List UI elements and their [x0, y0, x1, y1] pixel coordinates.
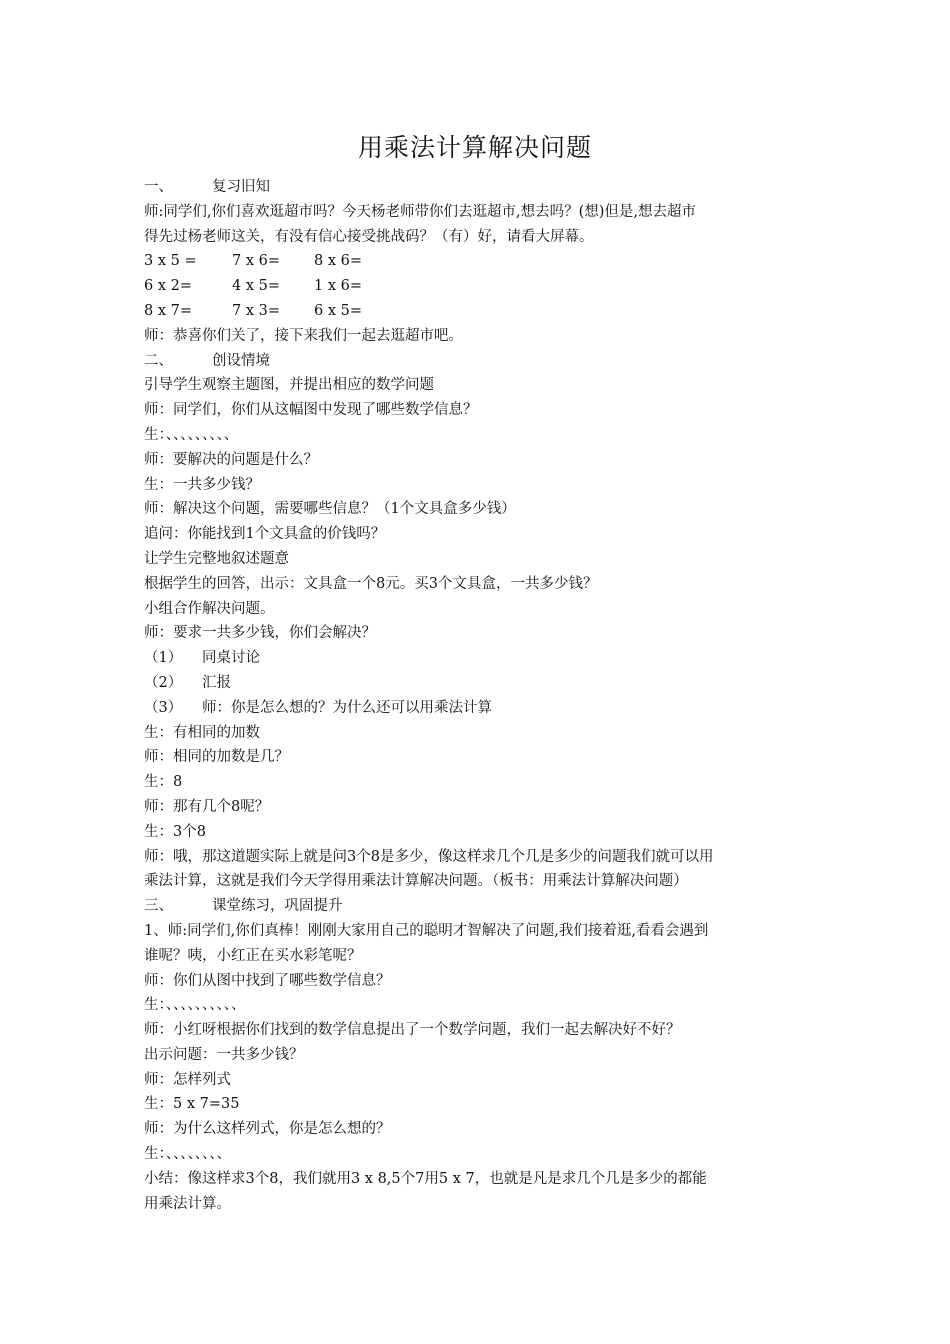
math-expression: 8 x 6= — [314, 253, 362, 270]
math-row — [144, 274, 810, 299]
sub-item-text: 汇报 — [202, 674, 231, 691]
math-row — [144, 249, 810, 274]
paragraph: 师：为什么这样列式，你是怎么想的？ — [144, 1121, 391, 1138]
paragraph: 生：8 — [144, 774, 183, 791]
paragraph: 根据学生的回答，出示：文具盒一个8元。买3个文具盒，一共多少钱？ — [144, 575, 598, 592]
math-row — [144, 299, 810, 324]
paragraph: 生：、、、、、、、、 — [144, 1146, 231, 1163]
paragraph: 得先过杨老师这关，有没有信心接受挑战码？（有）好，请看大屏幕。 — [144, 228, 594, 245]
section-heading — [144, 349, 810, 374]
document-title: 用乘法计算解决问题 — [357, 133, 592, 162]
document-body — [144, 175, 810, 1216]
section-number: 二、 — [144, 352, 173, 369]
paragraph: 引导学生观察主题图，并提出相应的数学问题 — [144, 377, 434, 394]
paragraph: 生：5 x 7=35 — [144, 1096, 240, 1113]
sub-item-number: （2） — [144, 674, 183, 691]
paragraph: 1、师:同学们,你们真棒！刚刚大家用自己的聪明才智解决了问题,我们接着逛,看看会遇到 — [144, 922, 709, 939]
paragraph: 师：小红呀根据你们找到的数学信息提出了一个数学问题，我们一起去解决好不好？ — [144, 1022, 681, 1039]
paragraph: 小组合作解决问题。 — [144, 600, 275, 617]
paragraph: 让学生完整地叙述题意 — [144, 550, 289, 567]
section-title: 创设情境 — [212, 352, 270, 369]
paragraph: 生：有相同的加数 — [144, 724, 260, 741]
math-expression: 3 x 5 = — [144, 253, 197, 270]
sub-item-text: 同桌讨论 — [202, 650, 260, 667]
math-expression: 4 x 5= — [232, 278, 280, 295]
paragraph: 生：、、、、、、、、、、 — [144, 997, 246, 1014]
paragraph: 谁呢？咦，小红正在买水彩笔呢？ — [144, 947, 362, 964]
paragraph: 出示问题：一共多少钱？ — [144, 1046, 304, 1063]
paragraph: 生：一共多少钱？ — [144, 476, 260, 493]
paragraph: 师：要求一共多少钱，你们会解决？ — [144, 625, 376, 642]
sub-item-number: （3） — [144, 699, 183, 716]
paragraph: 生：、、、、、、、、、 — [144, 426, 239, 443]
paragraph: 生：3个8 — [144, 823, 206, 840]
math-expression: 8 x 7= — [144, 302, 192, 319]
sub-item-number: （1） — [144, 650, 183, 667]
paragraph: 乘法计算，这就是我们今天学得用乘法计算解决问题。（板书：用乘法计算解决问题） — [144, 873, 688, 890]
section-heading — [144, 894, 810, 919]
paragraph: 小结：像这样求3个8，我们就用3 x 8,5个7用5 x 7，也就是凡是求几个几是多少的都能 — [144, 1170, 707, 1187]
section-number: 一、 — [144, 179, 173, 195]
paragraph: 师：你们从图中找到了哪些数学信息？ — [144, 972, 391, 989]
paragraph: 师：相同的加数是几？ — [144, 749, 289, 766]
sub-item — [144, 671, 810, 696]
paragraph: 师：同学们，你们从这幅图中发现了哪些数学信息？ — [144, 402, 478, 419]
section-title: 复习旧知 — [212, 179, 270, 195]
math-expression: 7 x 6= — [232, 253, 280, 270]
sub-item — [144, 646, 810, 671]
section-title: 课堂练习，巩固提升 — [212, 898, 343, 915]
section-heading — [144, 175, 810, 200]
sub-item — [144, 696, 810, 721]
paragraph: 师：哦，那这道题实际上就是问3个8是多少，像这样求几个几是多少的问题我们就可以用 — [144, 848, 714, 865]
section-number: 三、 — [144, 898, 173, 915]
math-expression: 6 x 2= — [144, 278, 192, 295]
sub-item-text: 师：你是怎么想的？为什么还可以用乘法计算 — [202, 699, 492, 716]
paragraph: 师：那有几个8呢？ — [144, 798, 270, 815]
math-expression: 7 x 3= — [232, 302, 280, 319]
paragraph: 用乘法计算。 — [144, 1195, 231, 1212]
paragraph: 师：解决这个问题，需要哪些信息？（1个文具盒多少钱） — [144, 501, 516, 518]
paragraph: 师：怎样列式 — [144, 1071, 231, 1088]
paragraph: 师：恭喜你们关了，接下来我们一起去逛超市吧。 — [144, 327, 463, 344]
paragraph: 师：要解决的问题是什么？ — [144, 451, 318, 468]
math-expression: 1 x 6= — [314, 278, 362, 295]
math-expression: 6 x 5= — [314, 302, 362, 319]
paragraph: 追问：你能找到1个文具盒的价钱吗？ — [144, 526, 386, 543]
paragraph: 师:同学们,你们喜欢逛超市吗？今天杨老师带你们去逛超市,想去吗？(想)但是,想去超市 — [144, 203, 697, 220]
